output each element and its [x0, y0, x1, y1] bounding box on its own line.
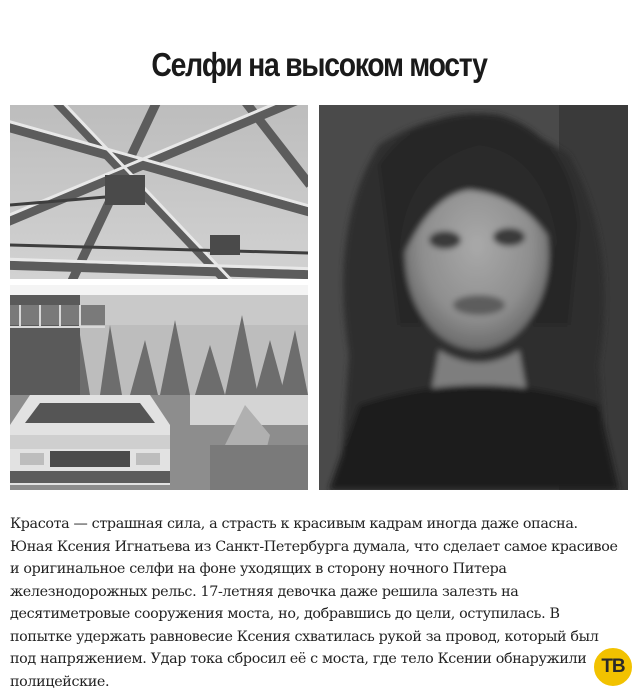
article-text: Красота — страшная сила, а страсть к красивым кадрам иногда даже опасна. Юная Ксения Игнатьева из Санкт-Петербурга думала, что сделает самое красивое и оригинальное селфи на фоне уходящих в сторону ночного Питера железнодорожных рельс. 17-летняя девочка даже решила залезть на десятиметровые сооружения моста, но, добравшись до цели, оступилась. В попытке удержать равновесие Ксения схватилась рукой за провод, который был под напряжением. Удар тока сбросил её с моста, где тело Ксении обнаружили полицейские. — [10, 516, 618, 690]
tv-logo[interactable]: ТВ — [592, 646, 634, 688]
car-near-bridge-photo — [10, 285, 308, 490]
page-title: Селфи на высоком мосту — [151, 46, 487, 83]
bridge-truss-photo — [10, 105, 308, 279]
girl-portrait-photo — [319, 105, 628, 490]
